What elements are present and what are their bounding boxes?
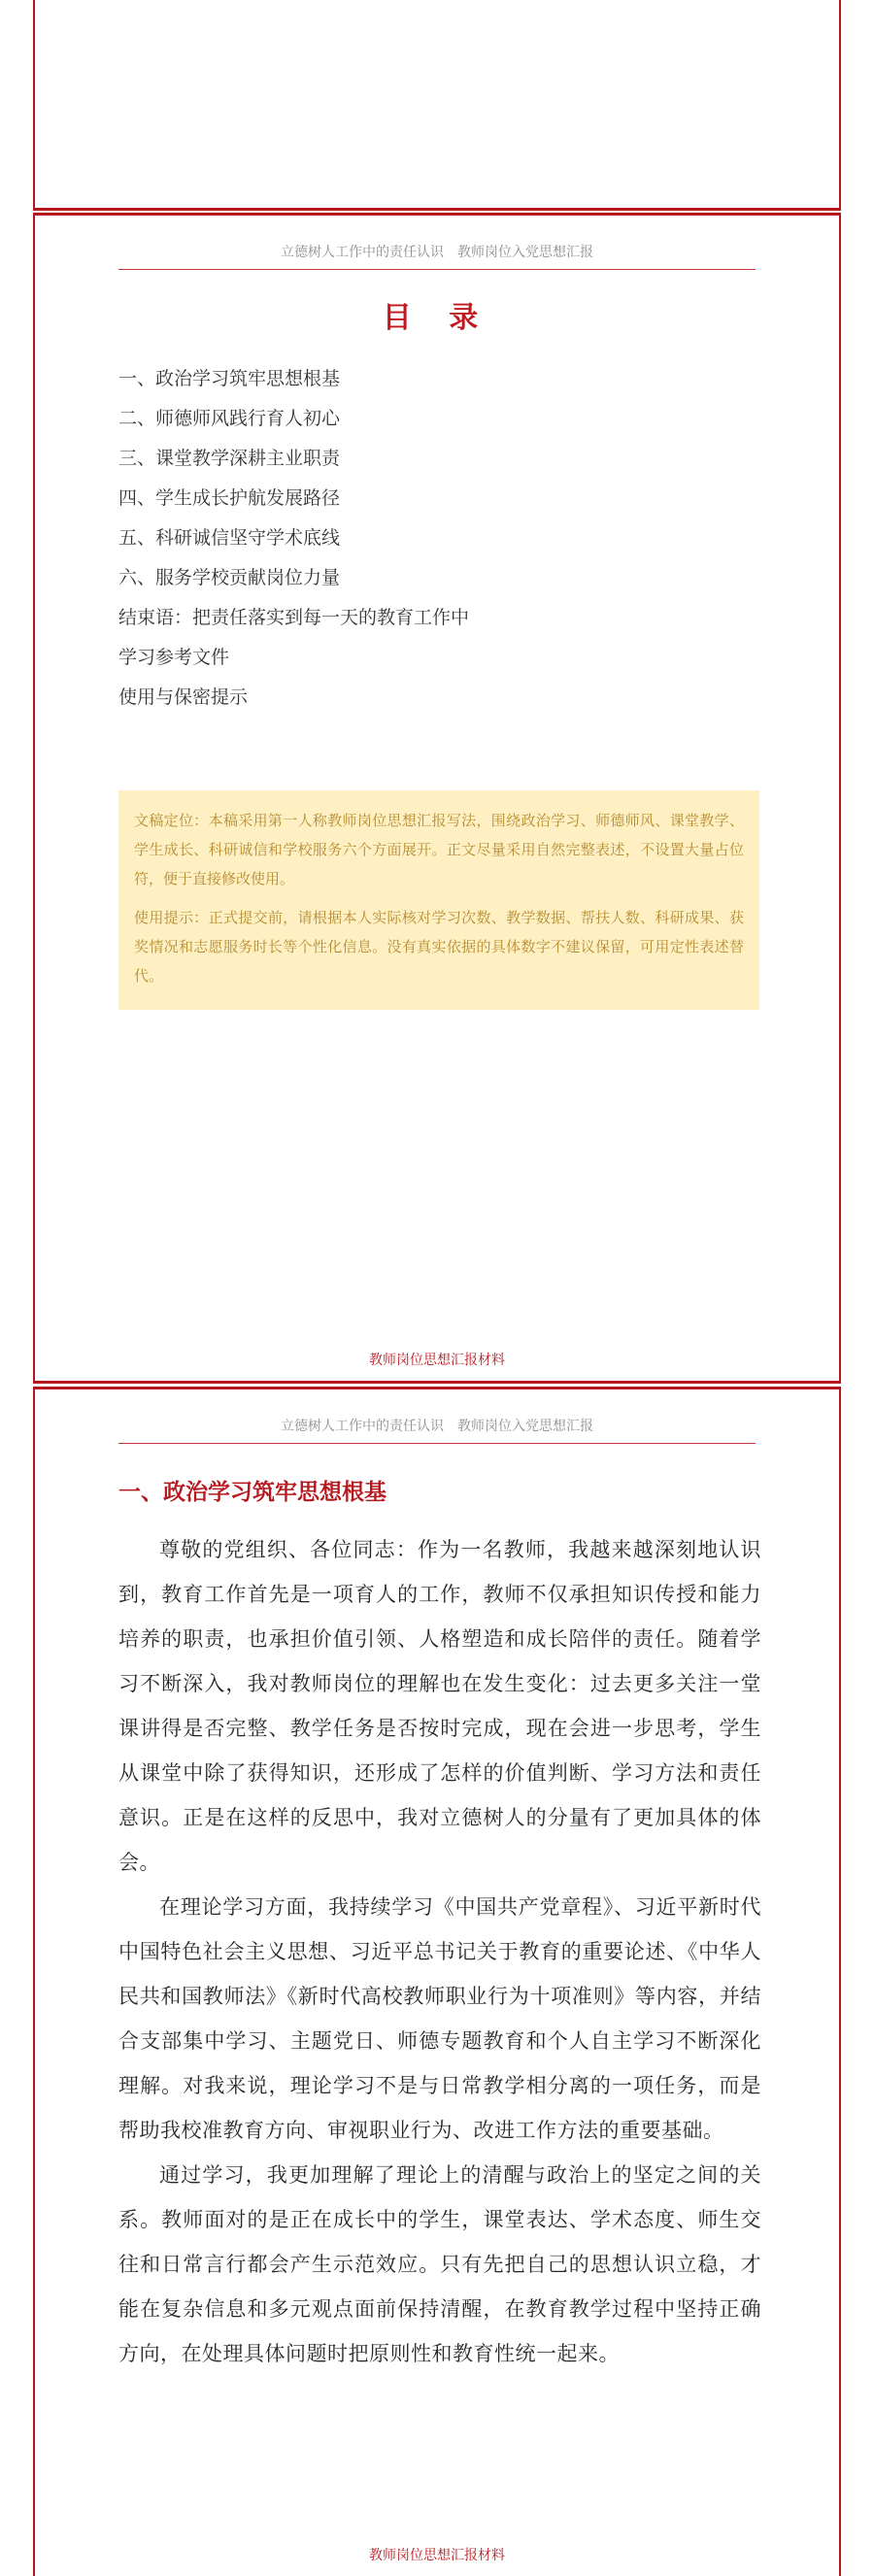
body-paragraph: 尊敬的党组织、各位同志：作为一名教师，我越来越深刻地认识到，教育工作首先是一项育人的工作，教师不仅承担知识传授和能力培养的职责，也承担价值引领、人格塑造和成长陪伴的责任。随着学习不断深入，我对教师岗位的理解也在发生变化：过去更多关注一堂课讲得是否完整、教学任务是否按时完成，现在会进一步思考，学生从课堂中除了获得知识，还形成了怎样的价值判断、学习方法和责任意识。正是在这样的反思中，我对立德树人的分量有了更加具体的体会。: [118, 1538, 761, 1874]
page-section-1: [33, 1387, 841, 2576]
body-paragraph: 通过学习，我更加理解了理论上的清醒与政治上的坚定之间的关系。教师面对的是正在成长中的学生，课堂表达、学术态度、师生交往和日常言行都会产生示范效应。只有先把自己的思想认识立稳，才能在复杂信息和多元观点面前保持清醒，在教育教学过程中坚持正确方向，在处理具体问题时把原则性和教育性统一起来。: [118, 2163, 761, 2365]
running-header-left: 立德树人工作中的责任认识: [281, 1419, 444, 1434]
page-footer: 教师岗位思想汇报材料: [369, 2548, 505, 2563]
toc-item[interactable]: 五、科研诚信坚守学术底线: [118, 527, 341, 549]
toc-item[interactable]: 二、师德师风践行育人初心: [118, 408, 341, 429]
body-paragraph: 在理论学习方面，我持续学习《中国共产党章程》、习近平新时代中国特色社会主义思想、习近平总书记关于教育的重要论述、《中华人民共和国教师法》《新时代高校教师职业行为十项准则》等内容，并结合支部集中学习、主题党日、师德专题教育和个人自主学习不断深化理解。对我来说，理论学习不是与日常教学相分离的一项任务，而是帮助我校准教育方向、审视职业行为、改进工作方法的重要基础。: [118, 1895, 761, 2142]
running-header-left: 立德树人工作中的责任认识: [281, 245, 444, 260]
toc-item[interactable]: 三、课堂教学深耕主业职责: [118, 448, 341, 469]
toc-item[interactable]: 四、学生成长护航发展路径: [118, 487, 341, 509]
section-body: [118, 1527, 761, 2376]
page-footer: 教师岗位思想汇报材料: [369, 1353, 505, 1368]
toc-item[interactable]: 使用与保密提示: [118, 686, 249, 708]
toc-list: [118, 359, 469, 718]
running-header: [118, 242, 756, 270]
running-header-right: 教师岗位入党思想汇报: [457, 245, 593, 260]
toc-item[interactable]: 结束语：把责任落实到每一天的教育工作中: [118, 607, 470, 628]
toc-item[interactable]: 六、服务学校贡献岗位力量: [118, 567, 341, 588]
section-title: 一、政治学习筑牢思想根基: [118, 1480, 387, 1505]
running-header-right: 教师岗位入党思想汇报: [457, 1419, 593, 1434]
toc-title: 目 录: [382, 301, 492, 335]
notice-positioning: 文稿定位：本稿采用第一人称教师岗位思想汇报写法，围绕政治学习、师德师风、课堂教学、学生成长、科研诚信和学校服务六个方面展开。正文尽量采用自然完整表述，不设置大量占位符，便于直接修改使用。: [134, 812, 744, 887]
page-toc: [33, 213, 841, 1384]
toc-item[interactable]: 学习参考文件: [118, 647, 230, 668]
notice-usage: 使用提示：正式提交前，请根据本人实际核对学习次数、教学数据、帮扶人数、科研成果、获奖情况和志愿服务时长等个性化信息。没有真实依据的具体数字不建议保留，可用定性表述替代。: [134, 909, 744, 985]
running-header: [118, 1416, 756, 1444]
toc-item[interactable]: 一、政治学习筑牢思想根基: [118, 368, 341, 389]
page-cover-tail: [33, 0, 841, 211]
usage-notice-box: [118, 790, 759, 1010]
